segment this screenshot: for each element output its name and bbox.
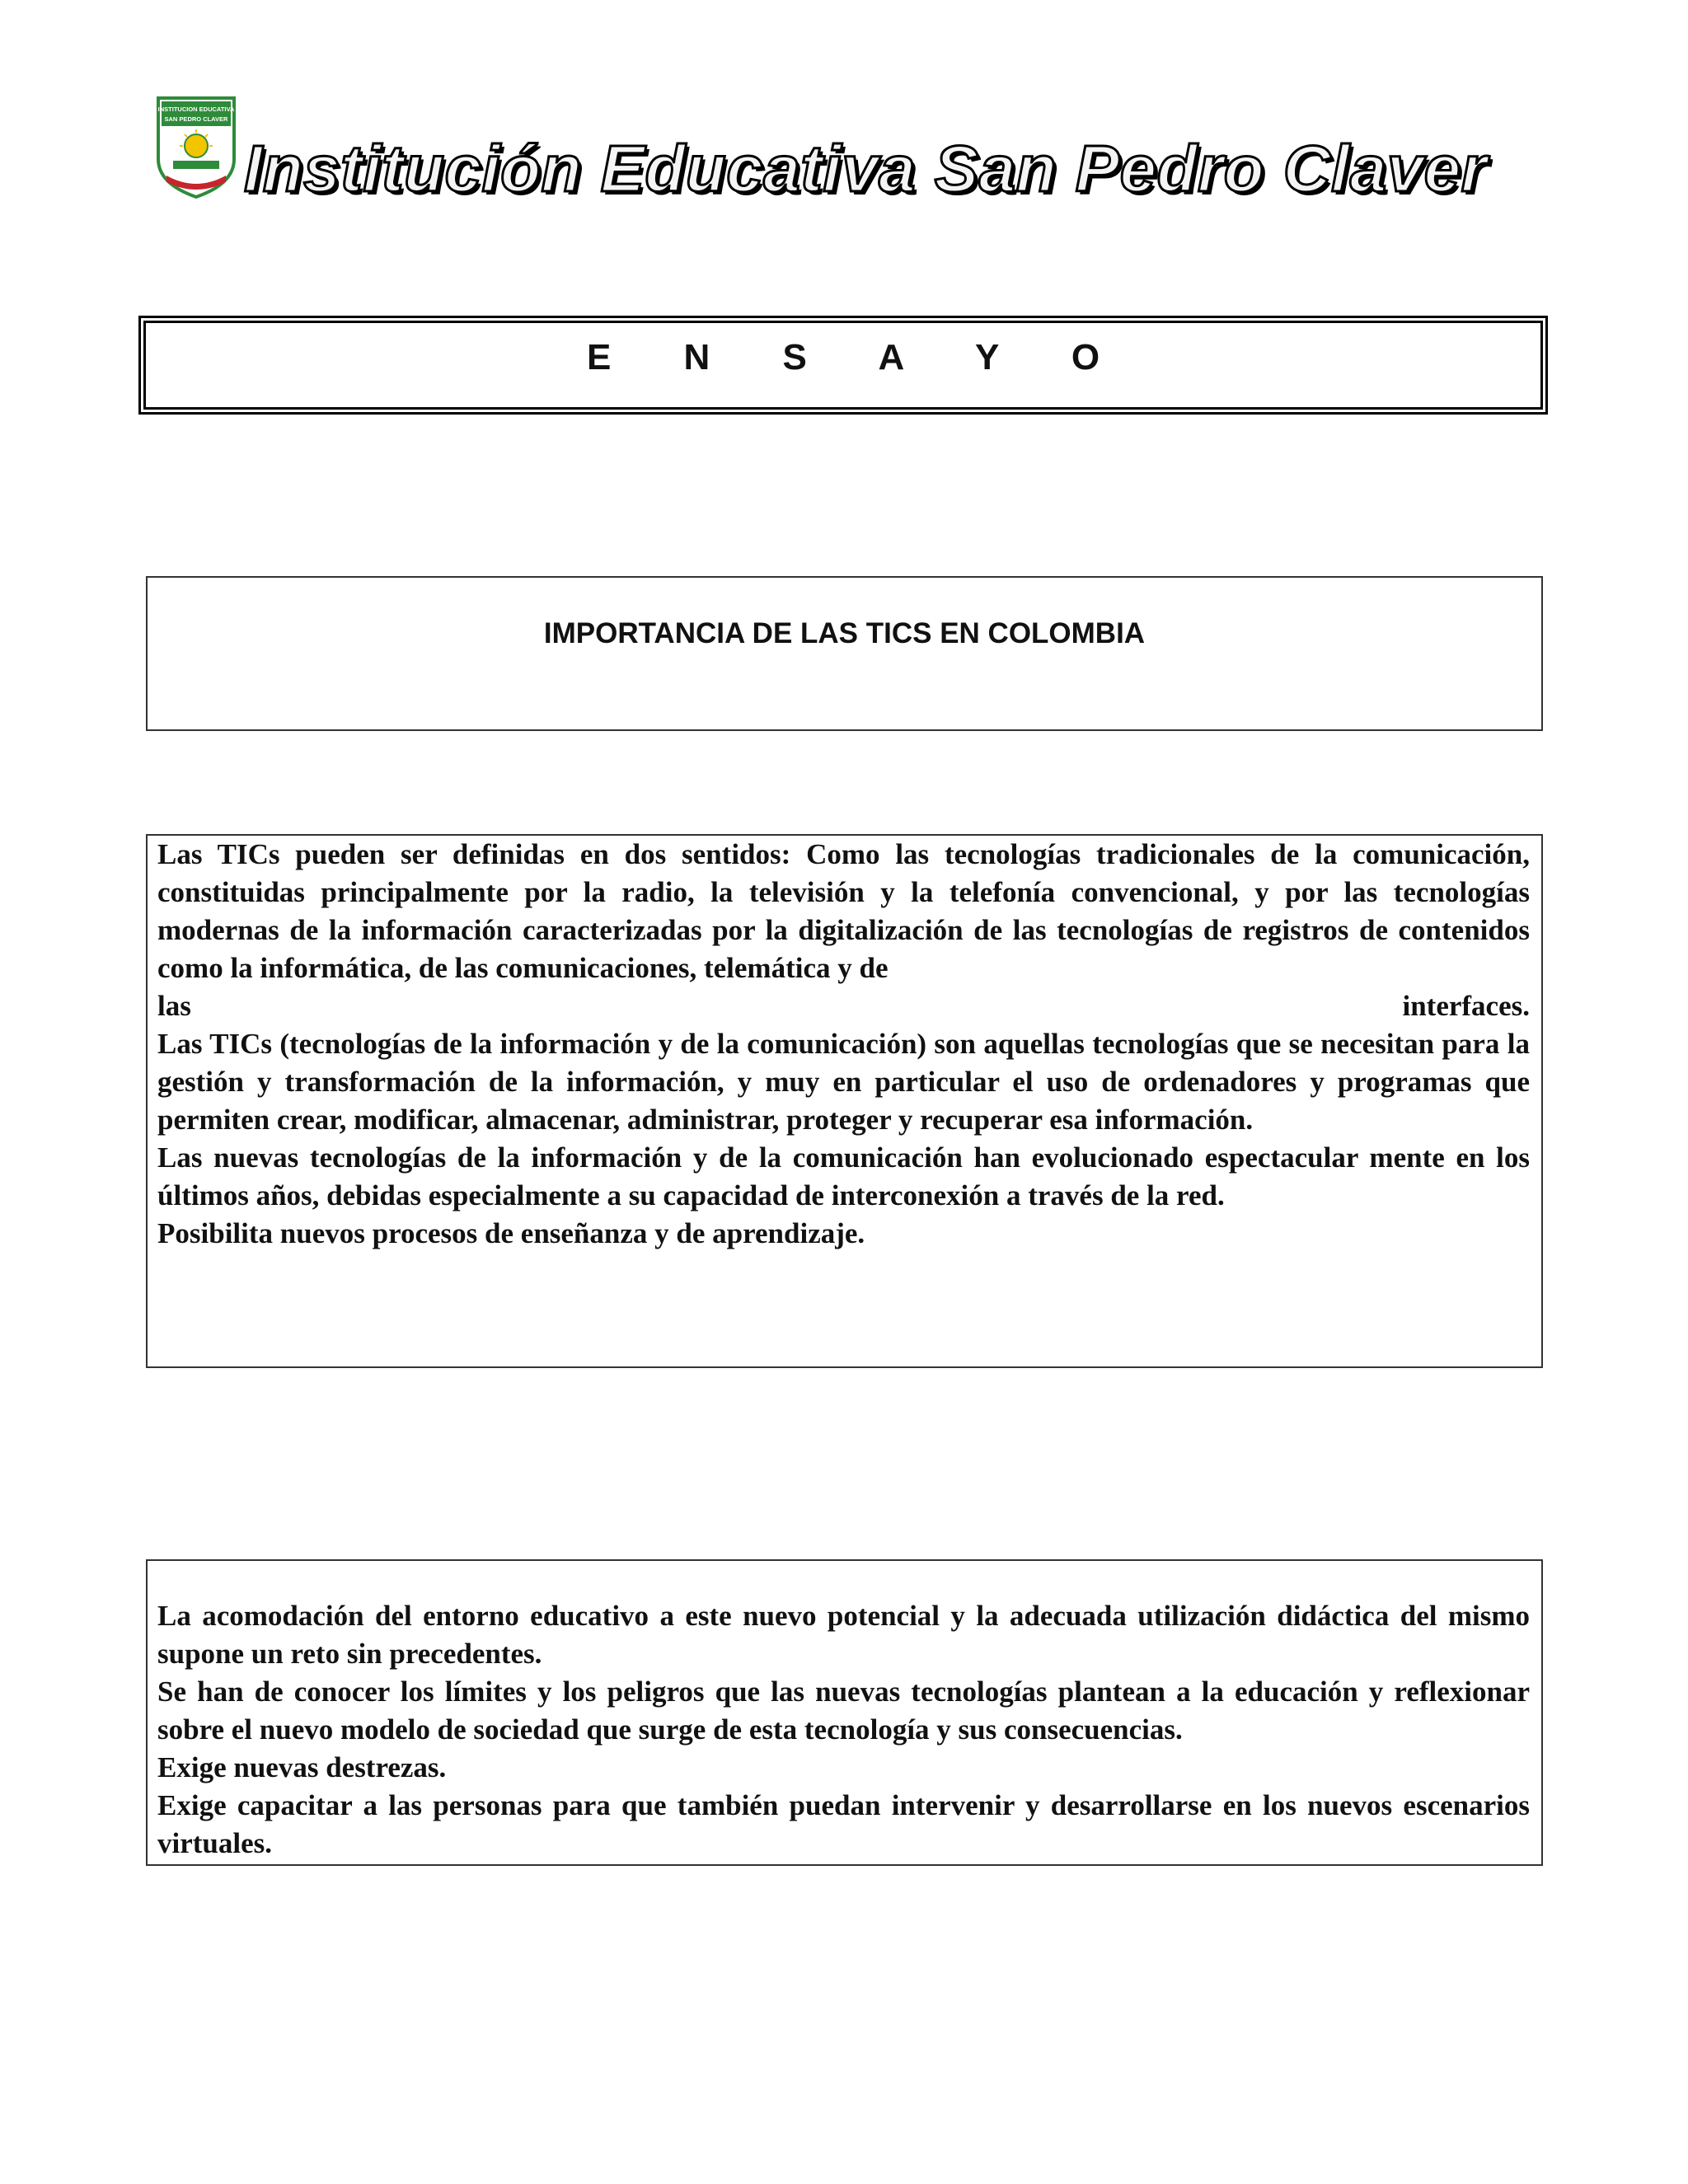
- paragraph-1-last-left: las: [157, 990, 191, 1022]
- essay-title-box: [146, 576, 1543, 731]
- paragraph-1-last-line: [157, 987, 1530, 1025]
- paragraph-1: [157, 836, 1530, 987]
- document-type-box: [138, 316, 1548, 415]
- school-crest-icon: [155, 95, 237, 200]
- paragraph-8: Exige capacitar a las personas para que también puedan intervenir y desarrollarse en los nuevos escenarios virtuales.: [157, 1789, 1530, 1859]
- essay-section-2: [146, 1559, 1543, 1866]
- paragraph-5: La acomodación del entorno educativo a este nuevo potencial y la adecuada utilización didáctica del mismo supone un reto sin precedentes.: [157, 1600, 1530, 1670]
- paragraph-1-last-right: interfaces.: [1402, 990, 1530, 1022]
- essay-title: IMPORTANCIA DE LAS TICS EN COLOMBIA: [543, 617, 1146, 649]
- paragraph-3: Las nuevas tecnologías de la información y de la comunicación han evolucionado espectacular mente en los últimos años, debidas especialmente a su capacidad de interconexión a través de la red.: [157, 1141, 1530, 1212]
- crest-name-text: SAN PEDRO CLAVER: [164, 115, 228, 123]
- paragraph-6: Se han de conocer los límites y los peligros que las nuevas tecnologías plantean a la educación y reflexionar sobre el nuevo modelo de sociedad que surge de esta tecnología y sus consecuencias.: [157, 1675, 1530, 1746]
- institution-name: Institución Educativa San Pedro Claver: [244, 132, 1488, 205]
- document-type-label: E N S A Y O: [586, 337, 1132, 377]
- crest-top-text: INSTITUCION EDUCATIVA: [157, 105, 235, 113]
- essay-section-1: [146, 834, 1543, 1368]
- paragraph-7: Exige nuevas destrezas.: [157, 1751, 447, 1783]
- page-header: [155, 95, 1488, 218]
- paragraph-4: Posibilita nuevos procesos de enseñanza y de aprendizaje.: [157, 1217, 865, 1249]
- paragraph-1-main: Las TICs pueden ser definidas en dos sentidos: Como las tecnologías tradicionales de la comunicación, constituidas principalmente por la radio, la televisión y la telefonía convencional, y por las tecnologías modernas de la información caracterizadas por la digitalización de las tecnologías de registros de contenidos como la informática, de las comunicaciones, telemática y de: [157, 838, 1530, 984]
- paragraph-2: Las TICs (tecnologías de la información y de la comunicación) son aquellas tecnologías que se necesitan para la gestión y transformación de la información, y muy en particular el uso de ordenadores y programas que permiten crear, modificar, almacenar, administrar, proteger y recuperar esa información.: [157, 1028, 1530, 1136]
